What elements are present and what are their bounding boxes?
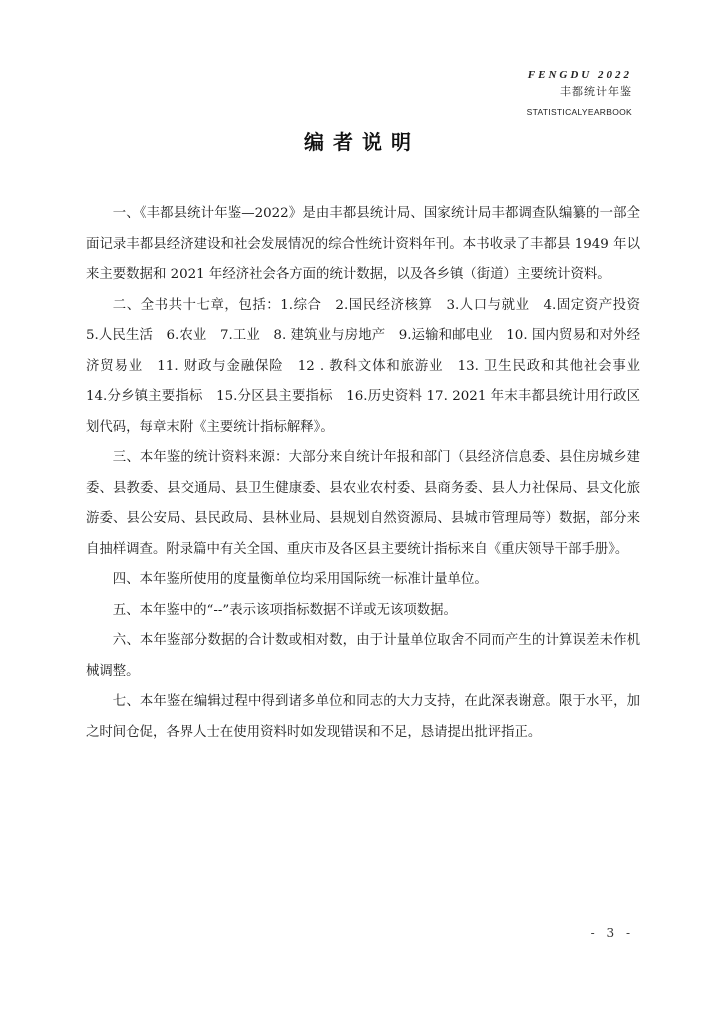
header-en-title: FENGDU 2022 [527,69,632,81]
editor-notes-body [86,199,654,748]
paragraph-2: 二、全书共十七章，包括：1.综合 2.国民经济核算 3.人口与就业 4.固定资产投资 5.人民生活 6.农业 7.工业 8. 建筑业与房地产 9.运输和邮电业 10. 国内贸易和对外经济贸易业 11. 财政与金融保险 12 . 教科文体和旅游业 13. 卫生民政和其他社会事业 14.分乡镇主要指标 15.分区县主要指标 16.历史资料 17. 2021 年末丰都县统计用行政区划代码，每章末附《主要统计指标解释》。 [86,297,654,435]
page-title: 编者说明 [304,130,420,154]
paragraph-3: 三、本年鉴的统计资料来源：大部分来自统计年报和部门（县经济信息委、县住房城乡建委、县教委、县交通局、县卫生健康委、县农业农村委、县商务委、县人力社保局、县文化旅游委、县公安局、县民政局、县林业局、县规划自然资源局、县城市管理局等）数据，部分来自抽样调查。附录篇中有关全国、重庆市及各区县主要统计指标来自《重庆领导干部手册》。 [86,450,640,557]
paragraph-7: 七、本年鉴在编辑过程中得到诸多单位和同志的大力支持，在此深表谢意。限于水平，加之时间仓促，各界人士在使用资料时如发现错误和不足，恳请提出批评指正。 [86,694,640,740]
paragraph-5: 五、本年鉴中的“--”表示该项指标数据不详或无该项数据。 [112,602,457,618]
paragraph-1: 一、《丰都县统计年鉴—2022》是由丰都县统计局、国家统计局丰都调查队编纂的一部全面记录丰都县经济建设和社会发展情况的综合性统计资料年刊。本书收录了丰都县 1949 年以来主要数据和 2021 年经济社会各方面的统计数据，以及各乡镇（街道）主要统计资料。 [86,206,640,282]
header-cn-title: 丰都统计年鉴 [560,85,632,98]
running-header [527,68,632,119]
header-en-subtitle: STATISTICALYEARBOOK [526,107,632,117]
paragraph-4: 四、本年鉴所使用的度量衡单位均采用国际统一标准计量单位。 [112,572,488,587]
page-number: - 3 - [590,926,634,940]
paragraph-6: 六、本年鉴部分数据的合计数或相对数，由于计量单位取舍不同而产生的计算误差未作机械调整。 [86,633,640,679]
